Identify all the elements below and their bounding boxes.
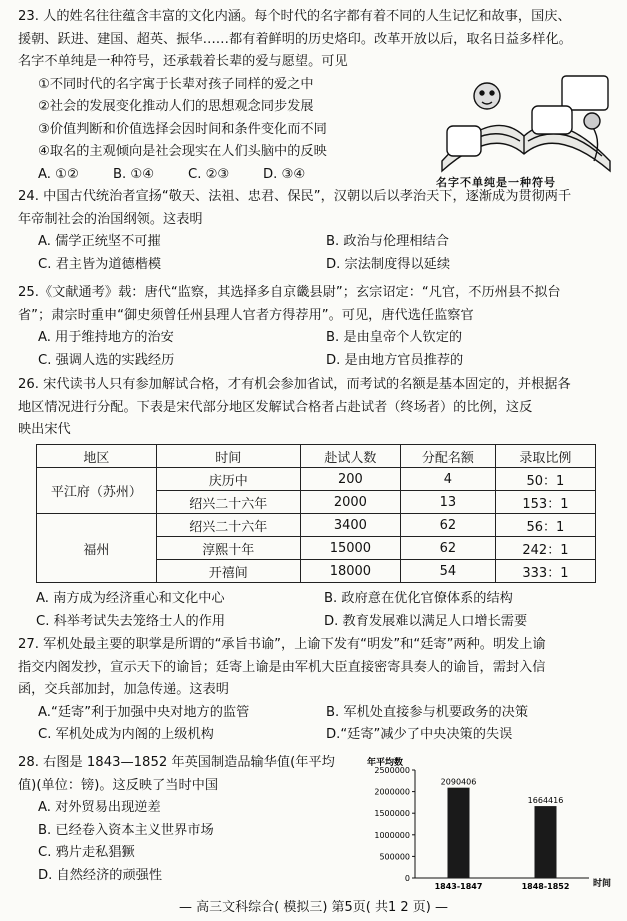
chart-data-label: 1664416 <box>527 796 564 806</box>
q26-table <box>36 444 596 583</box>
table-region-cell: 平江府（苏州） <box>37 468 157 514</box>
question-26-options <box>18 588 614 633</box>
q24-stem-line: 年帝制社会的治国纲领。这表明 <box>18 211 203 227</box>
chart-y-tick-label: 0 <box>404 874 410 883</box>
q26-option-c[interactable]: C. 科举考试失去笼络士人的作用 <box>36 613 226 629</box>
table-cell: 庆历中 <box>156 468 300 491</box>
q26-option-b[interactable]: B. 政府意在优化官僚体系的结构 <box>324 591 513 606</box>
table-cell: 开禧间 <box>156 560 300 583</box>
table-cell: 绍兴二十六年 <box>156 491 300 514</box>
table-cell: 153：1 <box>495 491 595 514</box>
question-26 <box>18 374 614 442</box>
q23-stem-line: 援朝、跃进、建国、超英、振华……都有着鲜明的历史烙印。改革开放以后，取名日益多样化。 <box>18 31 572 47</box>
q28-option-a[interactable]: A. 对外贸易出现逆差 <box>38 800 161 815</box>
chart-y-tick-label: 2000000 <box>374 787 410 797</box>
q26-stem-line: 26. 宋代读书人只有参加解试合格，才有机会参加省试，而考试的名额是基本固定的，并根据各 <box>18 377 571 392</box>
q23-item: ③价值判断和价值选择会因时间和条件变化而不同 <box>38 121 327 137</box>
q26-options-row <box>18 611 614 634</box>
q23-stem-line: 23. 人的姓名往往蕴含丰富的文化内涵。每个时代的名字都有着不同的人生记忆和故事，国庆、 <box>18 9 571 24</box>
table-cell: 62 <box>400 514 495 537</box>
q27-option-b[interactable]: B. 军机处直接参与机要政务的决策 <box>326 704 529 720</box>
table-cell: 15000 <box>300 537 400 560</box>
q28-stem-line: 28. 右图是 1843—1852 年英国制造品输华值(年平均 <box>18 755 335 770</box>
table-header-cell: 时间 <box>156 445 300 468</box>
q24-option-a[interactable]: A. 儒学正统坚不可摧 <box>38 234 161 249</box>
q28-bar-chart <box>355 756 617 894</box>
question-24 <box>18 186 614 276</box>
q26-stem-line: 映出宋代 <box>18 422 71 437</box>
table-region-cell: 福州 <box>37 514 157 583</box>
q23-option-a[interactable]: A. ①② <box>38 166 79 182</box>
page-footer: — 高三文科综合( 模拟三) 第5页( 共1 2 页) — <box>178 900 449 915</box>
q28-option-c[interactable]: C. 鸦片走私猖獗 <box>38 845 135 860</box>
chart-category-label: 1848-1852 <box>521 882 570 891</box>
q23-option-c[interactable]: C. ②③ <box>188 166 230 182</box>
q23-item: ①不同时代的名字寓于长辈对孩子同样的爱之中 <box>38 76 314 92</box>
q24-options-row <box>18 231 614 254</box>
chart-ylabel: 年平均数 <box>367 758 404 768</box>
table-cell: 56：1 <box>495 514 595 537</box>
q28-option-d[interactable]: D. 自然经济的顽强性 <box>38 867 163 883</box>
table-cell: 18000 <box>300 560 400 583</box>
table-cell: 333：1 <box>495 560 595 583</box>
q27-stem-line: 27. 军机处最主要的职掌是所谓的“承旨书谕”，上谕下发有“明发”和“廷寄”两种。明发上谕 <box>18 637 546 652</box>
table-header-cell: 分配名额 <box>400 445 495 468</box>
question-28 <box>18 752 358 887</box>
chart-bar <box>535 806 557 878</box>
chart-y-tick-label: 500000 <box>379 852 410 862</box>
q28-stem-line: 值)(单位：镑)。这反映了当时中国 <box>18 777 219 793</box>
table-cell: 淳熙十年 <box>156 537 300 560</box>
cartoon-caption: 名字不单纯是一种符号 <box>436 176 556 189</box>
q25-options-row <box>18 327 614 350</box>
table-header-cell: 录取比例 <box>495 445 595 468</box>
table-header-cell: 赴试人数 <box>300 445 400 468</box>
q25-option-d[interactable]: D. 是由地方官员推荐的 <box>326 352 464 368</box>
table-cell: 绍兴二十六年 <box>156 514 300 537</box>
q27-option-c[interactable]: C. 军机处成为内阁的上级机构 <box>38 727 214 742</box>
table-row <box>37 468 596 491</box>
question-27 <box>18 634 614 747</box>
q27-options-row <box>18 724 614 747</box>
chart-category-label: 1843-1847 <box>434 882 483 891</box>
q25-options-row <box>18 350 614 373</box>
chart-y-tick-label: 1000000 <box>374 830 410 840</box>
q24-option-c[interactable]: C. 君主皆为道德楷模 <box>38 256 162 272</box>
q24-option-b[interactable]: B. 政治与伦理相结合 <box>326 234 449 249</box>
table-cell: 200 <box>300 468 400 491</box>
table-cell: 62 <box>400 537 495 560</box>
q23-option-d[interactable]: D. ③④ <box>263 166 306 182</box>
table-header-cell: 地区 <box>37 445 157 468</box>
question-25 <box>18 282 614 372</box>
q25-stem-line: 25.《文献通考》载：唐代“监察，其选择多自京畿县尉”；玄宗诏定：“凡官，不历州县不拟台 <box>18 285 561 300</box>
table-cell: 2000 <box>300 491 400 514</box>
table-cell: 13 <box>400 491 495 514</box>
table-cell: 242：1 <box>495 537 595 560</box>
q25-option-a[interactable]: A. 用于维持地方的治安 <box>38 330 174 345</box>
q25-option-c[interactable]: C. 强调人选的实践经历 <box>38 352 175 368</box>
q25-option-b[interactable]: B. 是由皇帝个人钦定的 <box>326 330 463 345</box>
table-cell: 50：1 <box>495 468 595 491</box>
q28-option-b[interactable]: B. 已经卷入资本主义世界市场 <box>38 822 214 838</box>
table-row <box>37 514 596 537</box>
q27-stem-line: 函，交兵部加封，加急传递。这表明 <box>18 682 229 697</box>
q23-stem-line: 名字不单纯是一种符号，还承载着长辈的爱与愿望。可见 <box>18 54 348 69</box>
q23-item: ④取名的主观倾向是社会现实在人们头脑中的反映 <box>38 144 327 159</box>
q24-option-d[interactable]: D. 宗法制度得以延续 <box>326 256 451 272</box>
table-cell: 3400 <box>300 514 400 537</box>
chart-y-tick-label: 1500000 <box>374 809 410 819</box>
chart-data-label: 2090406 <box>440 777 477 787</box>
table-cell: 4 <box>400 468 495 491</box>
q27-stem-line: 指交内阁发抄，宣示天下的谕旨；廷寄上谕是由军机大臣直接密寄具奏人的谕旨，需封入信 <box>18 659 546 675</box>
table-cell: 54 <box>400 560 495 583</box>
q27-option-a[interactable]: A.“廷寄”利于加强中央对地方的监管 <box>38 704 250 720</box>
q27-options-row <box>18 702 614 725</box>
q23-option-b[interactable]: B. ①④ <box>113 166 155 182</box>
q26-option-d[interactable]: D. 教育发展难以满足人口增长需要 <box>324 613 528 629</box>
chart-xlabel: 时间 <box>593 879 612 889</box>
table-header-row <box>37 445 596 468</box>
q26-stem-line: 地区情况进行分配。下表是宋代部分地区发解试合格者占赴试者（终场者）的比例，这反 <box>18 399 533 415</box>
chart-bar <box>448 788 470 878</box>
q24-options-row <box>18 254 614 277</box>
q27-option-d[interactable]: D.“廷寄”减少了中央决策的失误 <box>326 727 513 742</box>
q26-options-row <box>18 588 614 611</box>
q26-option-a[interactable]: A. 南方成为经济重心和文化中心 <box>36 591 225 606</box>
chart-y-tick-label: 2500000 <box>374 766 410 775</box>
q23-item: ②社会的发展变化推动人们的思想观念同步发展 <box>38 99 314 114</box>
q25-stem-line: 省”；肃宗时重申“御史须曾任州县理人官者方得荐用”。可见，唐代选任监察官 <box>18 307 474 323</box>
q24-stem-line: 24. 中国古代统治者宣扬“敬天、法祖、忠君、保民”，汉朝以后以孝治天下，逐渐成为贯彻两千 <box>18 189 572 204</box>
